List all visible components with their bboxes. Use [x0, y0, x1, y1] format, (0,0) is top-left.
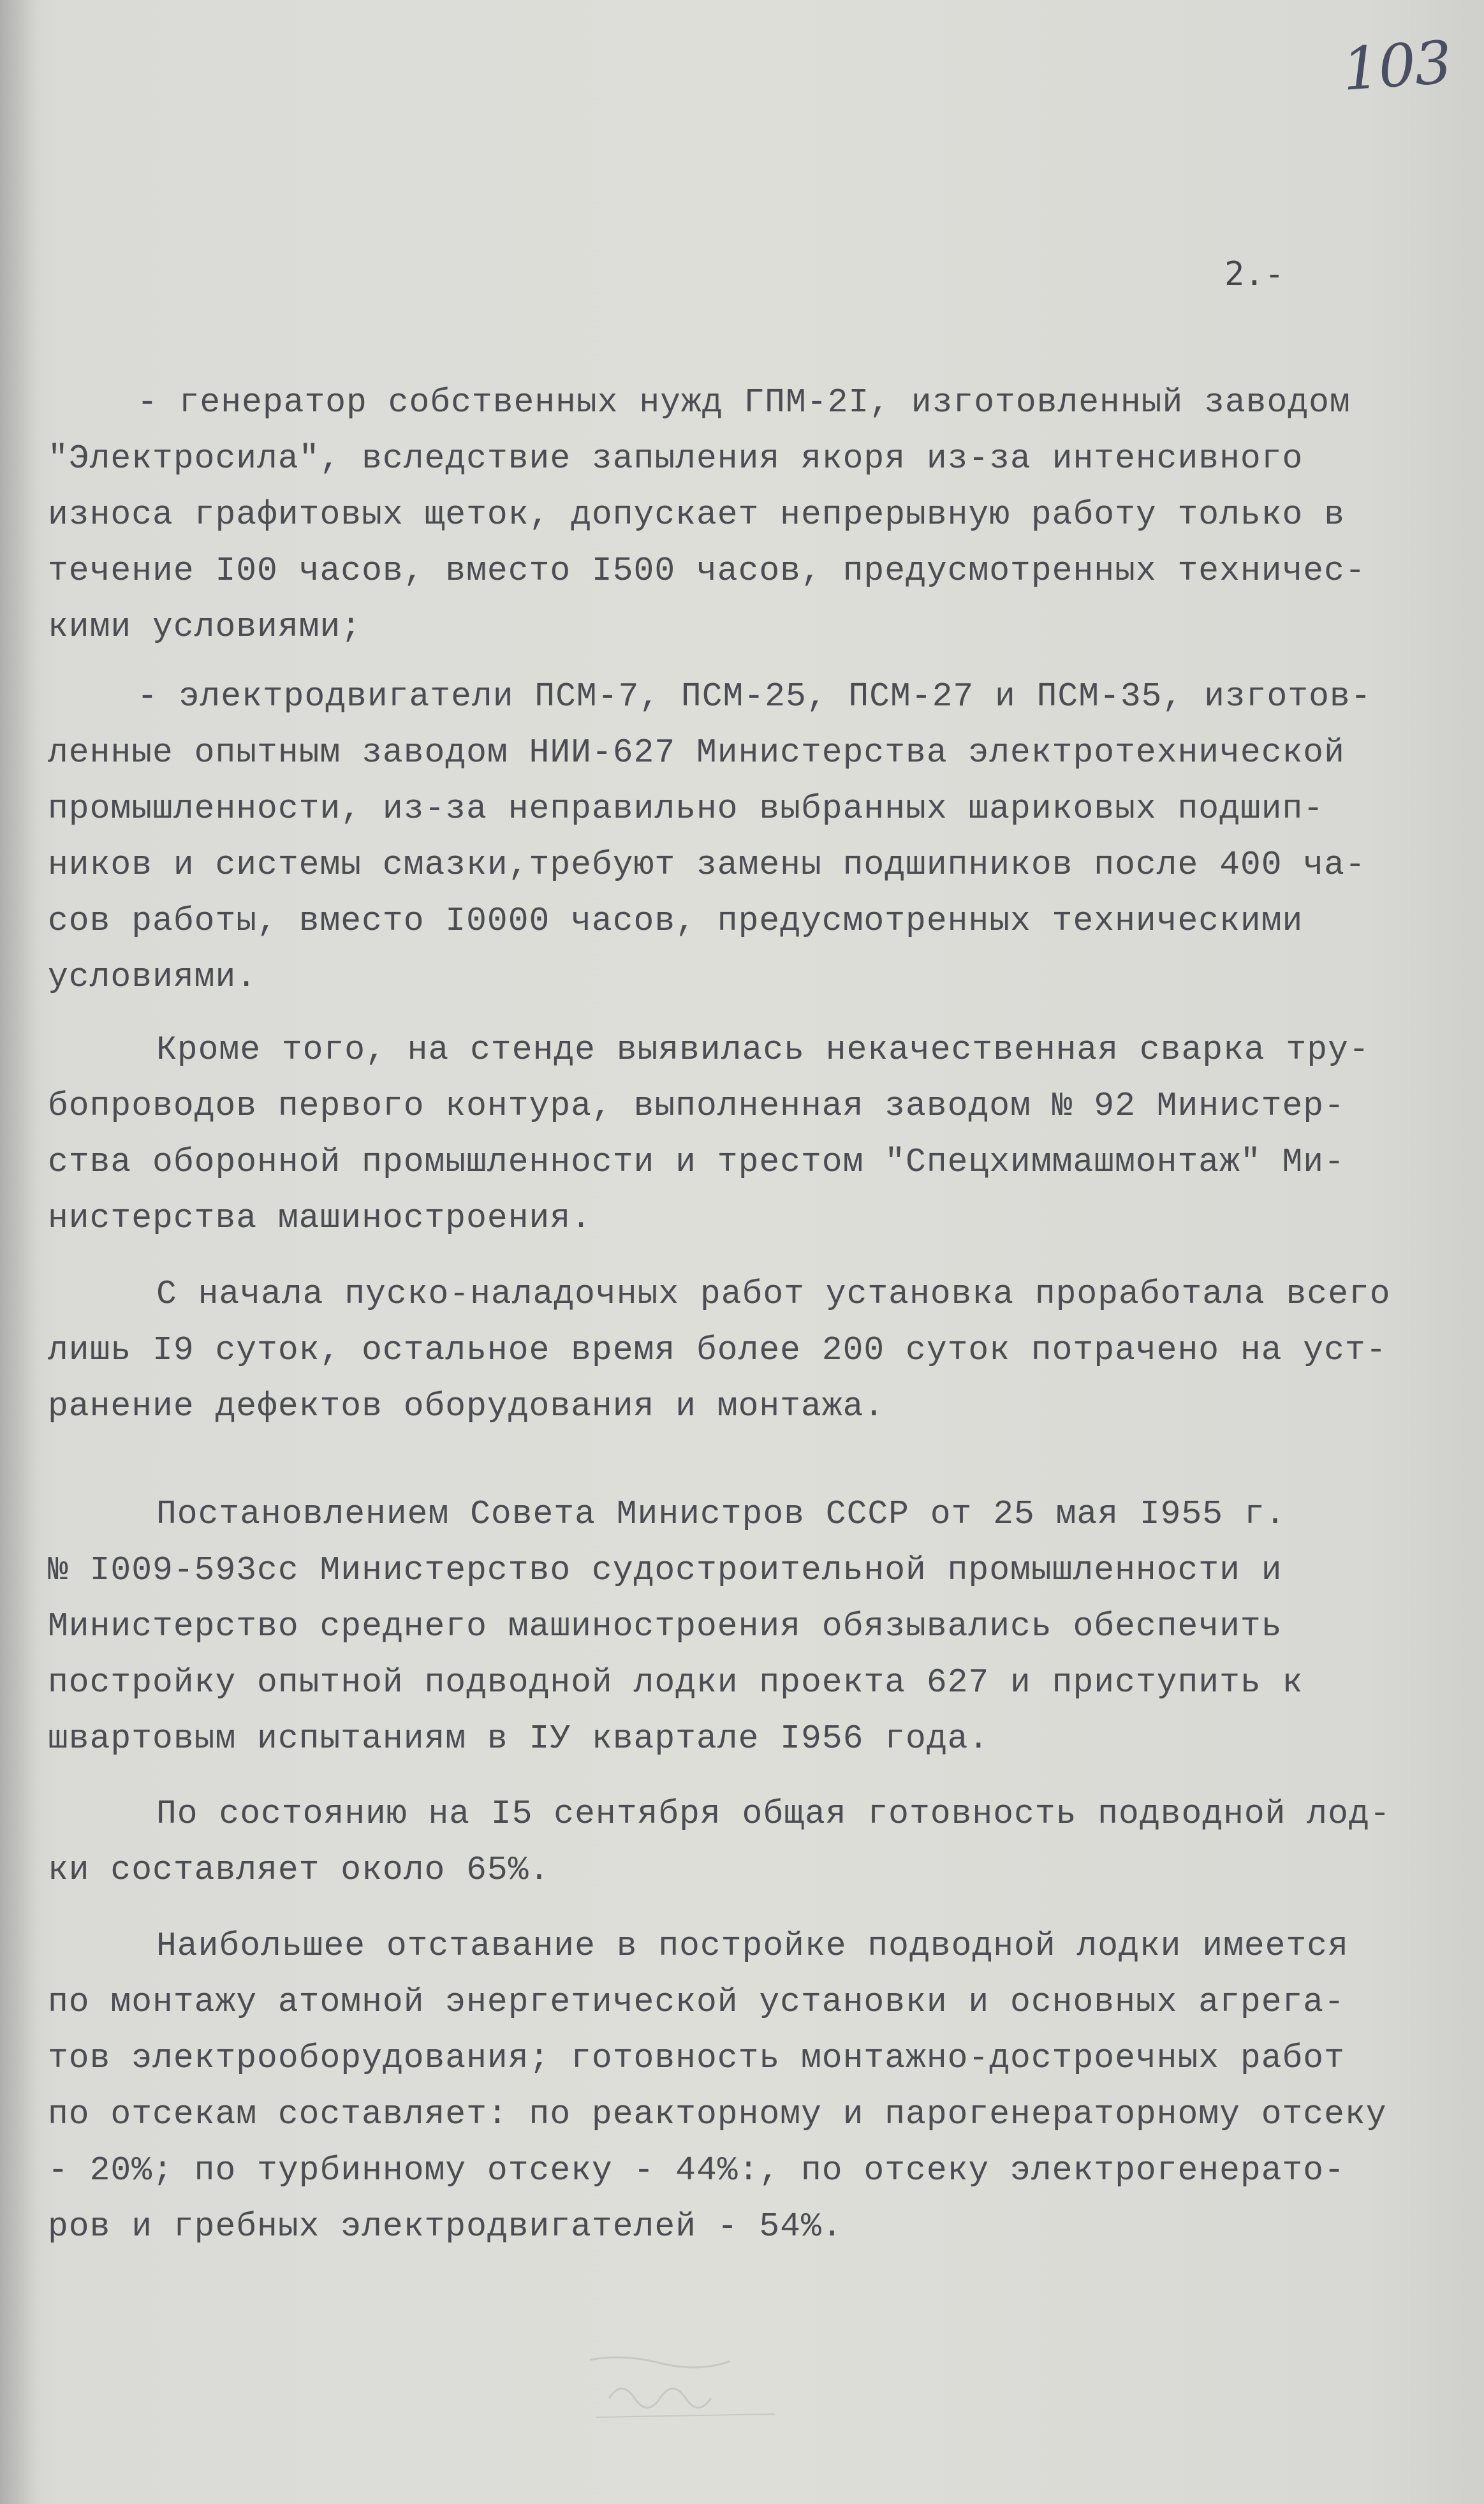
text-line: ранение дефектов оборудования и монтажа. [48, 1387, 885, 1425]
text-line: - 20%; по турбинному отсеку - 44%:, по отсеку электрогенерато- [48, 2151, 1345, 2190]
text-line: швартовым испытаниям в IУ квартале I956 года. [48, 1720, 990, 1758]
text-line: - электродвигатели ПСМ-7, ПСМ-25, ПСМ-27 и ПСМ-35, изготов- [137, 677, 1372, 716]
text-line: тов электрооборудования; готовность монтажно-достроечных работ [48, 2039, 1345, 2077]
text-line: течение I00 часов, вместо I500 часов, предусмотренных техничес- [48, 552, 1366, 590]
text-line: - генератор собственных нужд ГПМ-2I, изготовленный заводом [137, 383, 1351, 422]
text-line: постройку опытной подводной лодки проекта 627 и приступить к [48, 1663, 1304, 1702]
text-line: Постановлением Совета Министров СССР от 25 мая I955 г. [156, 1495, 1286, 1533]
text-line: бопроводов первого контура, выполненная заводом № 92 Министер- [48, 1087, 1345, 1125]
text-line: износа графитовых щеток, допускает непрерывную работу только в [48, 496, 1345, 534]
text-line: кими условиями; [48, 608, 362, 646]
text-line: промышленности, из-за неправильно выбранных шариковых подшип- [48, 790, 1325, 828]
text-line: ства оборонной промышленности и трестом "Спецхиммашмонтаж" Ми- [48, 1143, 1345, 1181]
text-line: ников и системы смазки,требуют замены подшипников после 400 ча- [48, 846, 1366, 884]
page-number: 2.- [1224, 255, 1284, 293]
text-line: ров и гребных электродвигателей - 54%. [48, 2207, 843, 2246]
text-line: лишь I9 суток, остальное время более 200 суток потрачено на уст- [48, 1331, 1387, 1369]
text-line: ки составляет около 65%. [48, 1851, 550, 1889]
text-line: по отсекам составляет: по реакторному и парогенераторному отсеку [48, 2095, 1387, 2133]
text-line: По состоянию на I5 сентября общая готовность подводной лод- [156, 1795, 1391, 1833]
text-line: Наибольшее отставание в постройке подводной лодки имеется [156, 1927, 1349, 1965]
text-line: Кроме того, на стенде выявилась некачественная сварка тру- [156, 1031, 1370, 1069]
text-line: "Электросила", вследствие запыления якоря из-за интенсивного [48, 439, 1304, 478]
faint-stamp-mark [584, 2347, 794, 2430]
text-line: № I009-593сс Министерство судостроительной промышленности и [48, 1551, 1282, 1589]
text-line: Министерство среднего машиностроения обязывались обеспечить [48, 1607, 1282, 1646]
text-line: С начала пуско-наладочных работ установка проработала всего [156, 1275, 1391, 1313]
text-line: ленные опытным заводом НИИ-627 Министерства электротехнической [48, 733, 1345, 772]
text-line: сов работы, вместо I0000 часов, предусмотренных техническими [48, 902, 1304, 940]
handwritten-folio-number: 103 [1340, 28, 1453, 104]
text-line: нистерства машиностроения. [48, 1199, 592, 1237]
text-line: по монтажу атомной энергетической установки и основных агрега- [48, 1983, 1345, 2021]
text-line: условиями. [48, 958, 258, 996]
